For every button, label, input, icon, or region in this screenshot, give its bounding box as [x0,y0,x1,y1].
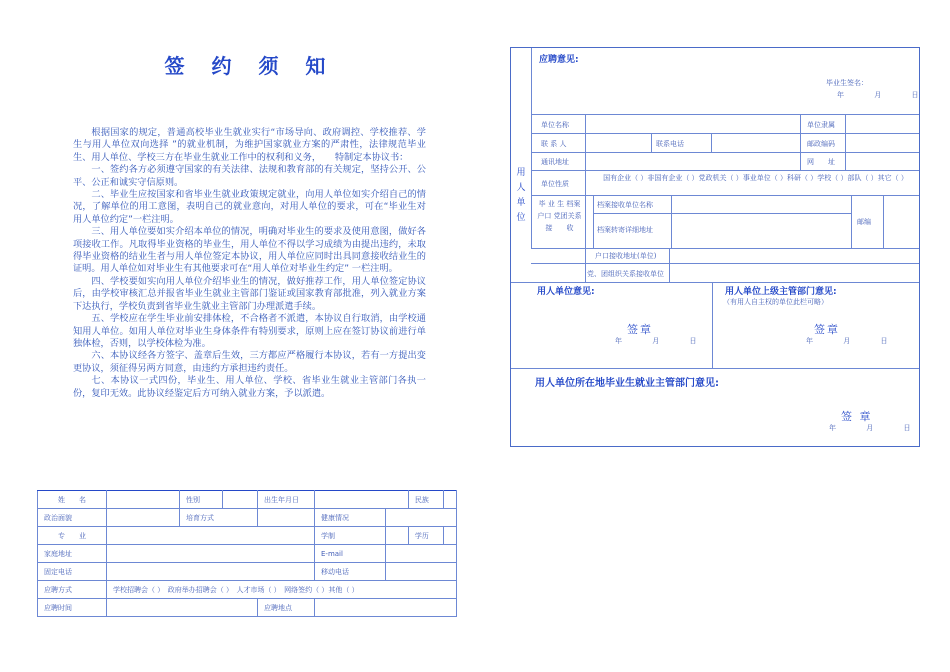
degree-value[interactable] [443,527,456,545]
hukou-label: 户口接收地址(单位) [595,252,657,260]
employer-form [510,47,933,447]
opinion-label: 应聘意见: [539,55,579,65]
superior-opinion-label: 用人单位上级主管部门意见: [725,287,837,297]
politics-value[interactable] [107,509,180,527]
time-value[interactable] [107,599,258,617]
unit-nature-options: 国有企业（ ）非国有企业（ ）党政机关（ ）事业单位（ ）科研（ ）学校（ ）部队（ ）其它（ ） [603,174,908,182]
ethnic-label: 民族 [408,491,443,509]
email-label: E-mail [315,545,386,563]
table-row [38,545,457,563]
stamp-label-local: 签 章 [841,410,873,423]
stamp-label-superior: 签章 [814,323,840,336]
place-value[interactable] [315,599,457,617]
contact-phone-label: 联系电话 [656,140,684,148]
divider [531,195,919,196]
name-label: 姓 名 [38,491,107,509]
divider [531,133,919,134]
training-label: 培育方式 [180,509,258,527]
divider [800,114,801,170]
phone-label: 固定电话 [38,563,107,581]
table-row [38,527,457,545]
divider [511,368,919,369]
divider [711,133,712,152]
side-label-employer: 用人单位 [516,168,526,223]
student-sign-label: 毕业生签名： [826,79,868,87]
local-opinion-label: 用人单位所在地毕业生就业主管部门意见: [535,378,719,389]
gender-value[interactable] [223,491,258,509]
archive-label: 毕 业 生 档案户口 党团关系 接 收 [537,200,582,232]
birth-value[interactable] [315,491,409,509]
schooling-value[interactable] [386,527,409,545]
table-row [38,563,457,581]
health-label: 健康情况 [315,509,386,527]
phone-value[interactable] [107,563,315,581]
stamp-date-local: 年 月 日 [829,424,925,432]
divider [883,195,884,248]
email-value[interactable] [386,545,457,563]
divider [531,152,919,153]
website-label: 网 址 [807,158,835,166]
divider [531,114,919,115]
divider [671,195,672,248]
divider [851,195,852,248]
notice-paragraph: 五、学校应在学生毕业前安排体检，不合格者不派遣，本协议自行取消，由学校通知用人单位。如用人单位对毕业生身体条件有特别要求，原则上应在签订协议前进行单独体检，否则，以学校体检为准。 [73,313,426,349]
home-address-label: 家庭地址 [38,545,107,563]
unit-name-label: 单位名称 [541,121,569,129]
divider [531,248,919,249]
place-label: 应聘地点 [258,599,315,617]
party-label: 党、团组织关系接收单位 [587,270,664,278]
mobile-label: 移动电话 [315,563,386,581]
schooling-label: 学制 [315,527,386,545]
notice-paragraph: 一、签约各方必须遵守国家的有关法律、法规和教育部的有关规定，坚持公开、公平、公正和诚实守信原则。 [73,164,426,188]
archive-unit-label: 档案接收单位名称 [597,201,653,209]
birth-label: 出生年月日 [258,491,315,509]
divider [531,170,919,171]
divider [712,282,713,368]
divider [511,282,919,283]
divider [531,48,532,248]
name-value[interactable] [107,491,180,509]
ethnic-value[interactable] [443,491,456,509]
notice-paragraph: 六、本协议经各方签字、盖章后生效，三方都应严格履行本协议，若有一方提出变更协议，须征得另两方同意，由违约方承担违约责任。 [73,350,426,374]
table-row [38,599,457,617]
superior-note: （有用人自主权的单位此栏可略） [723,298,828,306]
table-row [38,581,457,599]
health-value[interactable] [386,509,457,527]
postcode-label: 邮政编码 [807,140,835,148]
notice-paragraph: 二、毕业生应按国家和省毕业生就业政策规定就业，向用人单位如实介绍自己的情况，了解单位的用工意图，表明自己的就业意向，对用人单位的要求，可在“毕业生对用人单位约定”一栏注明。 [73,189,426,225]
method-label: 应聘方式 [38,581,107,599]
home-address-value[interactable] [107,545,315,563]
unit-affiliation-label: 单位隶属 [807,121,835,129]
notice-paragraph: 根据国家的规定，普通高校毕业生就业实行“市场导向、政府调控、学校推荐、学生与用人单位双向选择 ”的就业机制，为维护国家就业方案的严肃性，法律规范毕业生、用人单位、学校三方在毕业生就业工作中的权利和义务， 特制定本协议书： [73,127,426,163]
contact-label: 联 系 人 [541,140,567,148]
postcode2-label: 邮编 [857,218,871,226]
time-label: 应聘时间 [38,599,107,617]
address-label: 通讯地址 [541,158,569,166]
stamp-date-superior: 年 月 日 [806,337,902,345]
mobile-value[interactable] [386,563,457,581]
notice-paragraph: 四、学校要如实向用人单位介绍毕业生的情况，做好推荐工作，用人单位签定协议后，由学校审核汇总并报省毕业生就业主管部门鉴证或国家教育部批准，列入就业方案下达执行，学校负责到省毕业生就业主管部门办理派遣手续。 [73,275,426,312]
divider [845,114,846,170]
divider [531,263,919,264]
divider [593,195,594,248]
politics-label: 政治面貌 [38,509,107,527]
gender-label: 性别 [180,491,223,509]
major-label: 专 业 [38,527,107,545]
training-value[interactable] [258,509,315,527]
stamp-label: 签章 [627,323,653,336]
stamp-date: 年 月 日 [615,337,711,345]
major-value[interactable] [107,527,315,545]
notice-text [73,127,426,400]
notice-paragraph: 三、用人单位要如实介绍本单位的情况，明确对毕业生的要求及使用意图，做好各项接收工作。凡取得毕业资格的毕业生，用人单位不得以学习成绩为由提出违约，未取得毕业资格的结业生者与用人单位签定本协议，用人单位应同时出具同意接收结业生的证明。用人单位如对毕业生有其他要求可在“用人单位对毕业生约定” 一栏注明。 [73,226,426,275]
notice-paragraph: 七、本协议一式四份，毕业生、用人单位、学校、省毕业生就业主管部门各执一份，复印无效。此协议经鉴定后方可纳入就业方案，予以派遣。 [73,375,426,399]
divider [651,133,652,152]
divider [593,213,851,214]
student-info-table [37,490,457,620]
page-title: 签 约 须 知 [164,54,336,78]
method-options: 学校招聘会（ ） 政府举办招聘会（ ） 人才市场（ ） 网络签约（ ）其他（ ） [107,581,457,599]
divider [669,248,670,282]
unit-nature-label: 单位性质 [541,180,569,188]
table-row [38,491,457,509]
employer-opinion-label: 用人单位意见: [537,287,595,297]
date-label: 年 月 日 [837,91,933,99]
archive-address-label: 档案转寄详细地址 [597,226,653,234]
table-row [38,509,457,527]
degree-label: 学历 [408,527,443,545]
divider [585,114,586,282]
